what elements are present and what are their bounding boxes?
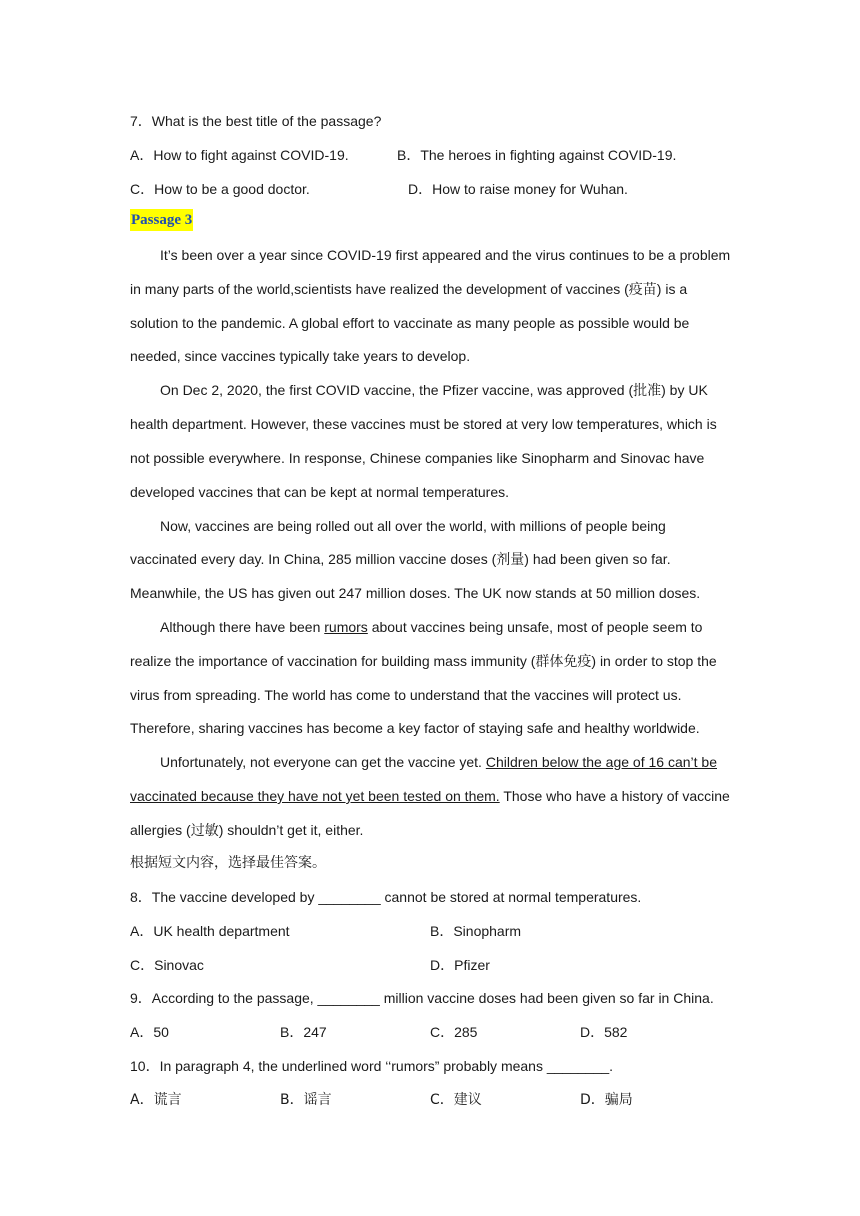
p4-line-3: virus from spreading. The world has come to understand that the vaccines will protect us. xyxy=(130,687,682,703)
p5-line-2 xyxy=(130,786,730,806)
passage-title-text: Passage 3 xyxy=(131,212,193,228)
question-10: 10．In paragraph 4, the underlined word ‘‘rumors” probably means ________. xyxy=(130,1058,614,1074)
p2-line-4: developed vaccines that can be kept at normal temperatures. xyxy=(130,484,509,500)
p4-text: Although there have been xyxy=(160,619,325,635)
p1-line-3: solution to the pandemic. A global effort to vaccinate as many people as possible would be xyxy=(130,315,690,331)
q9-option-d: D．582 xyxy=(580,1024,628,1040)
q10-option-d: D．骗局 xyxy=(580,1092,633,1108)
p4-line-1 xyxy=(160,617,702,637)
q8-option-b: B．Sinopharm xyxy=(430,923,522,939)
q10-option-a: A．谎言 xyxy=(130,1092,182,1108)
p3-line-2: vaccinated every day. In China, 285 million vaccine doses (剂量) had been given so far. xyxy=(130,551,671,567)
p5-line-3: allergies (过敏) shouldn’t get it, either. xyxy=(130,822,364,838)
p3-line-3: Meanwhile, the US has given out 247 million doses. The UK now stands at 50 million doses. xyxy=(130,585,701,601)
p2-line-2: health department. However, these vaccines must be stored at very low temperatures, which is xyxy=(130,416,717,432)
q10-option-c: C．建议 xyxy=(430,1092,482,1108)
p5-text: Unfortunately, not everyone can get the vaccine yet. xyxy=(160,754,486,770)
p2-line-1: On Dec 2, 2020, the first COVID vaccine, the Pfizer vaccine, was approved (批准) by UK xyxy=(160,382,708,398)
instruction: 根据短文内容，选择最佳答案。 xyxy=(130,855,326,871)
q7-option-b: B．The heroes in fighting against COVID-19. xyxy=(397,147,677,163)
p1-line-1: It’s been over a year since COVID-19 first appeared and the virus continues to be a problem xyxy=(160,247,731,263)
p1-line-2: in many parts of the world,scientists have realized the development of vaccines (疫苗) is a xyxy=(130,281,688,297)
p5-line-1 xyxy=(160,752,717,772)
passage-title xyxy=(130,209,193,231)
underlined-sentence: Children below the age of 16 can’t be xyxy=(485,754,717,770)
q7-option-d: D．How to raise money for Wuhan. xyxy=(408,181,628,197)
question-7: 7．What is the best title of the passage? xyxy=(130,113,382,129)
p4-line-2: realize the importance of vaccination for building mass immunity (群体免疫) in order to stop the xyxy=(130,653,717,669)
q9-option-b: B．247 xyxy=(280,1024,327,1040)
q7-option-a: A．How to fight against COVID-19. xyxy=(130,147,349,163)
q9-option-a: A．50 xyxy=(130,1024,169,1040)
underlined-sentence: vaccinated because they have not yet been tested on them. xyxy=(130,788,500,804)
q7-option-c: C．How to be a good doctor. xyxy=(130,181,310,197)
q8-option-d: D．Pfizer xyxy=(430,957,490,973)
p5-text: Those who have a history of vaccine xyxy=(499,788,730,804)
p4-line-4: Therefore, sharing vaccines has become a key factor of staying safe and healthy worldwide. xyxy=(130,720,700,736)
q9-option-c: C．285 xyxy=(430,1024,478,1040)
underlined-word-rumors: rumors xyxy=(324,619,368,635)
question-8: 8．The vaccine developed by ________ cannot be stored at normal temperatures. xyxy=(130,889,642,905)
q10-option-b: B．谣言 xyxy=(280,1092,332,1108)
p3-line-1: Now, vaccines are being rolled out all over the world, with millions of people being xyxy=(160,518,666,534)
p2-line-3: not possible everywhere. In response, Chinese companies like Sinopharm and Sinovac have xyxy=(130,450,705,466)
p4-text: about vaccines being unsafe, most of people seem to xyxy=(367,619,703,635)
q8-option-c: C．Sinovac xyxy=(130,957,204,973)
question-9: 9．According to the passage, ________ million vaccine doses had been given so far in China. xyxy=(130,990,714,1006)
p1-line-4: needed, since vaccines typically take years to develop. xyxy=(130,348,471,364)
q8-option-a: A．UK health department xyxy=(130,923,290,939)
